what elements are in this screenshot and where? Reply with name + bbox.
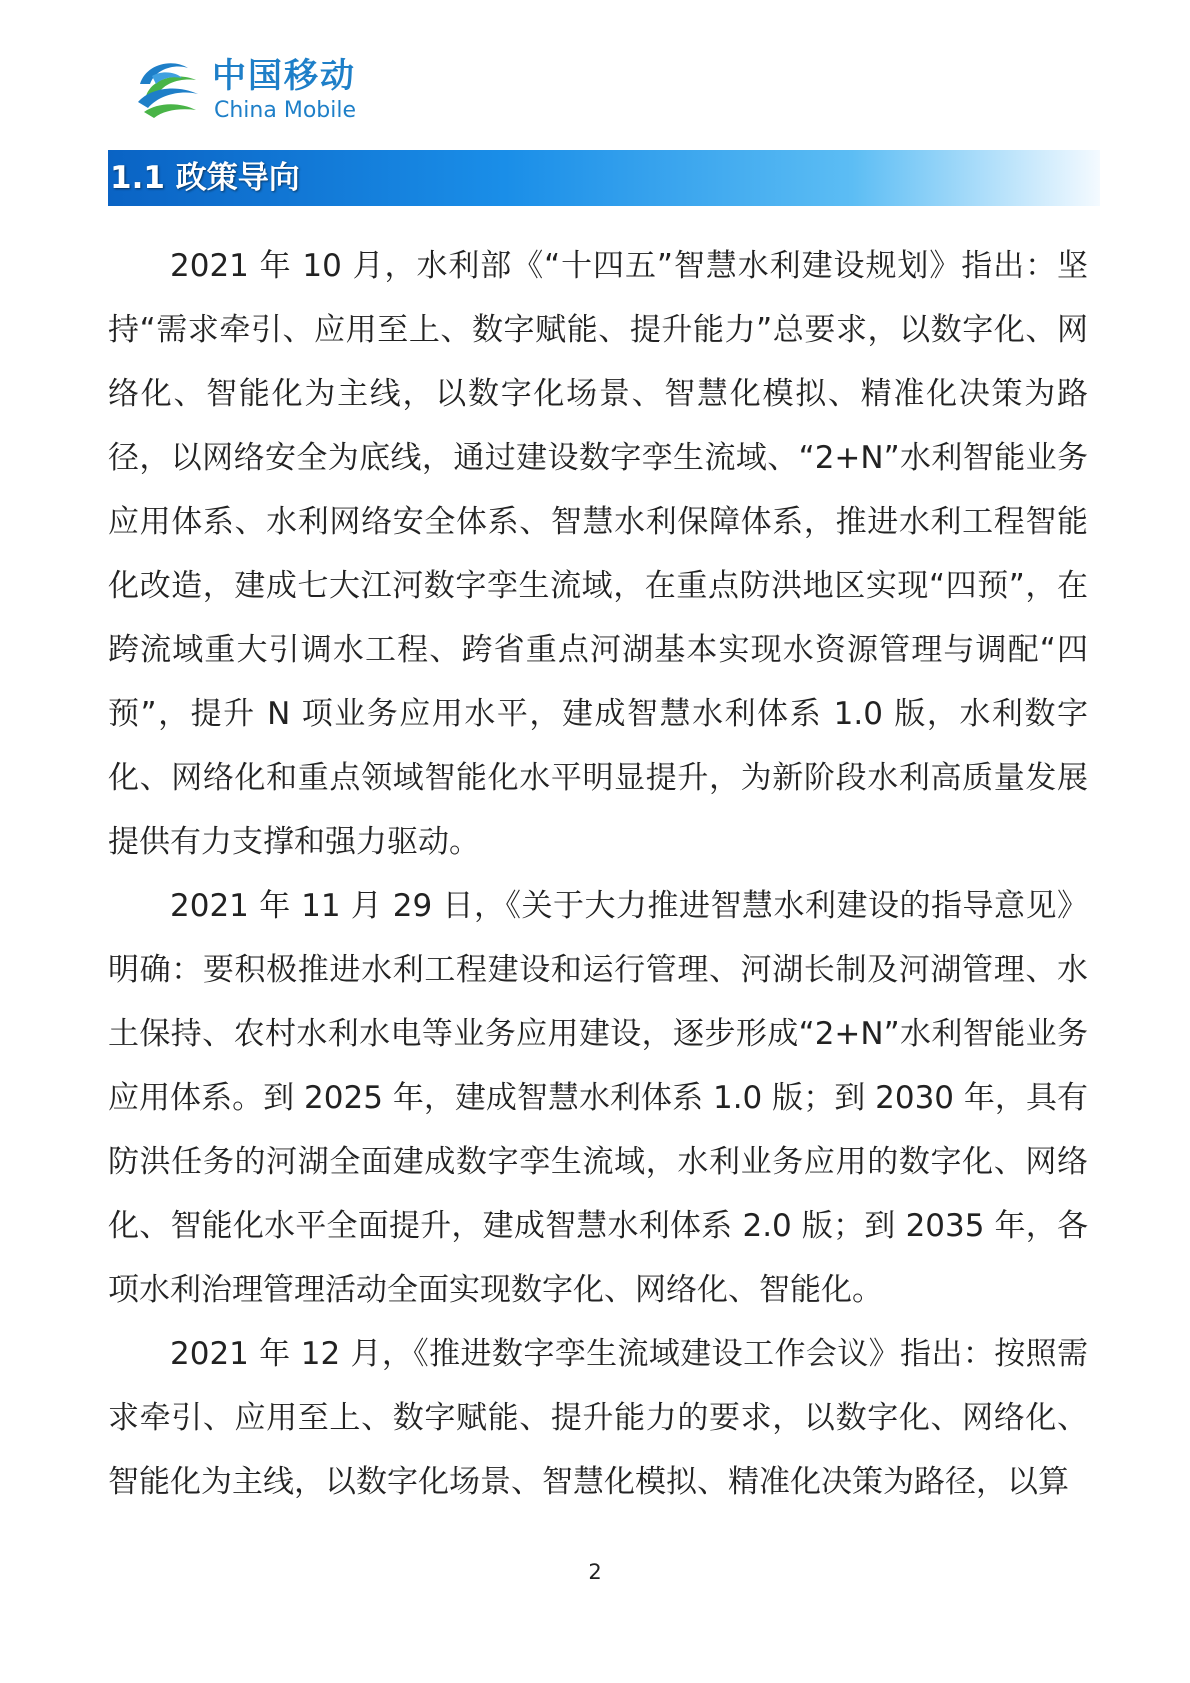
section-title: 1.1 政策导向 xyxy=(110,160,300,196)
logo-english-text: China Mobile xyxy=(214,98,357,123)
china-mobile-logo-icon xyxy=(132,54,204,126)
china-mobile-logo xyxy=(132,50,372,130)
paragraph: 2021 年 12 月，《推进数字孪生流域建设工作会议》指出：按照需求牵引、应用至上、数字赋能、提升能力的要求，以数字化、网络化、智能化为主线，以数字化场景、智慧化模拟、精准化决策为路径，以算 xyxy=(108,1336,1088,1500)
paragraph: 2021 年 11 月 29 日，《关于大力推进智慧水利建设的指导意见》明确：要积极推进水利工程建设和运行管理、河湖长制及河湖管理、水土保持、农村水利水电等业务应用建设，逐步形成“2+N”水利智能业务应用体系。到 2025 年，建成智慧水利体系 1.0 版；到 2030 年，具有防洪任务的河湖全面建成数字孪生流域，水利业务应用的数字化、网络化、智能化水平全面提升，建成智慧水利体系 2.0 版；到 2035 年，各项水利治理管理活动全面实现数字化、网络化、智能化。 xyxy=(108,888,1088,1308)
logo-chinese-text: 中国移动 xyxy=(212,56,356,96)
section-heading-bar xyxy=(108,150,1100,206)
page-number: 2 xyxy=(588,1560,602,1584)
body-text xyxy=(108,234,1088,1514)
paragraph: 2021 年 10 月，水利部《“十四五”智慧水利建设规划》指出：坚持“需求牵引、应用至上、数字赋能、提升能力”总要求，以数字化、网络化、智能化为主线，以数字化场景、智慧化模拟、精准化决策为路径，以网络安全为底线，通过建设数字孪生流域、“2+N”水利智能业务应用体系、水利网络安全体系、智慧水利保障体系，推进水利工程智能化改造，建成七大江河数字孪生流域，在重点防洪地区实现“四预”，在跨流域重大引调水工程、跨省重点河湖基本实现水资源管理与调配“四预”，提升 N 项业务应用水平，建成智慧水利体系 1.0 版，水利数字化、网络化和重点领域智能化水平明显提升，为新阶段水利高质量发展提供有力支撑和强力驱动。 xyxy=(108,248,1088,860)
